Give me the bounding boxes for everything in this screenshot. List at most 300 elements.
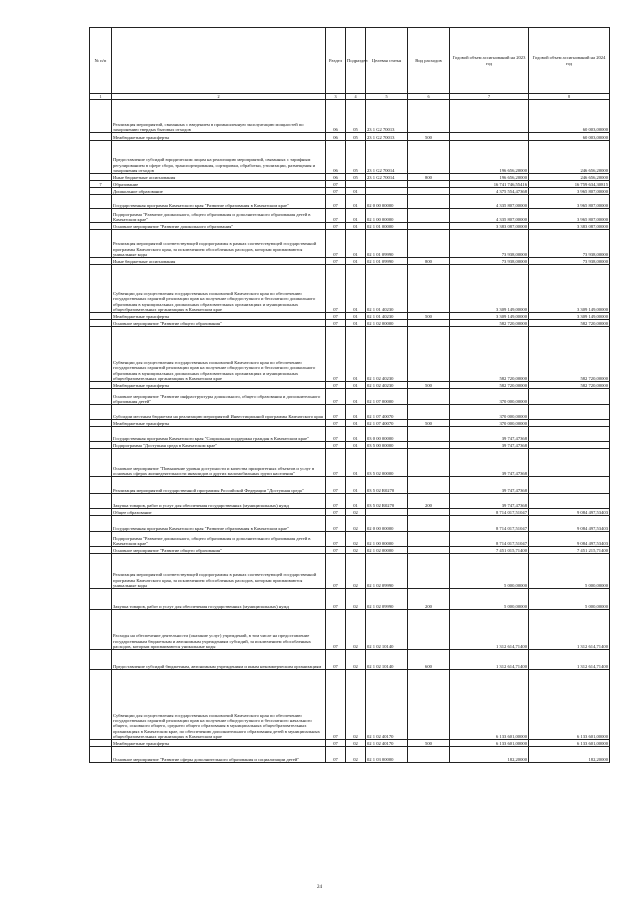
row-amount-2023: 370 000,00000 (450, 405, 529, 420)
row-vid (408, 610, 450, 650)
row-amount-2023: 39 747,47368 (450, 442, 529, 449)
table-row (90, 174, 610, 181)
page-number: 24 (317, 885, 322, 890)
row-target: 02 1 03 00000 (366, 747, 408, 763)
row-amount-2024: 73 938,00000 (529, 258, 610, 265)
row-razdel: 07 (326, 181, 346, 188)
row-amount-2024: 16 759 634,30815 (529, 181, 610, 188)
row-amount-2024 (529, 494, 610, 509)
row-amount-2024: 9 084 497,53403 (529, 532, 610, 547)
table-row (90, 554, 610, 589)
row-target: 02 1 02 40230 (366, 382, 408, 389)
row-razdel: 07 (326, 320, 346, 327)
row-amount-2024: 3 965 807,00000 (529, 195, 610, 209)
row-razdel: 07 (326, 442, 346, 449)
row-razdel: 07 (326, 554, 346, 589)
row-razdel: 07 (326, 427, 346, 442)
row-vid: 800 (408, 174, 450, 181)
row-vid (408, 747, 450, 763)
row-vid (408, 532, 450, 547)
row-amount-2024: 6 133 601,00000 (529, 670, 610, 740)
header-razdel: Раздел (326, 28, 346, 94)
row-number (90, 230, 112, 258)
row-vid (408, 554, 450, 589)
row-number (90, 141, 112, 174)
row-amount-2023: 3 309 149,00000 (450, 313, 529, 320)
row-podrazdel: 01 (346, 230, 366, 258)
header-num: № п/п (90, 28, 112, 94)
row-podrazdel: 02 (346, 589, 366, 610)
row-name: Межбюджетные трансферты (112, 740, 326, 747)
table-row (90, 547, 610, 554)
row-podrazdel: 02 (346, 670, 366, 740)
row-podrazdel: 02 (346, 532, 366, 547)
row-vid (408, 670, 450, 740)
row-number (90, 494, 112, 509)
header-2024: Годовой объем ассигнований на 2024 год (529, 28, 610, 94)
row-vid (408, 442, 450, 449)
row-vid (408, 509, 450, 516)
row-number (90, 547, 112, 554)
row-podrazdel: 01 (346, 195, 366, 209)
row-number (90, 389, 112, 405)
row-podrazdel: 05 (346, 133, 366, 141)
row-target: 23 1 G2 70014 (366, 141, 408, 174)
row-razdel: 07 (326, 610, 346, 650)
row-podrazdel: 01 (346, 188, 366, 195)
row-podrazdel: 01 (346, 223, 366, 230)
row-name: Межбюджетные трансферты (112, 133, 326, 141)
table-row (90, 747, 610, 763)
row-amount-2023: 582 720,00000 (450, 382, 529, 389)
table-row (90, 258, 610, 265)
row-razdel: 07 (326, 740, 346, 747)
row-vid (408, 477, 450, 494)
row-podrazdel: 01 (346, 442, 366, 449)
table-row (90, 230, 610, 258)
row-amount-2023: 370 000,00000 (450, 389, 529, 405)
row-name: Основное мероприятие "Развитие дошкольного образования" (112, 223, 326, 230)
row-name: Подпрограмма "Доступная среда в Камчатском крае" (112, 442, 326, 449)
row-vid (408, 405, 450, 420)
row-amount-2024 (529, 389, 610, 405)
row-amount-2023: 8 714 017,51047 (450, 532, 529, 547)
row-amount-2023: 39 747,47368 (450, 427, 529, 442)
row-amount-2024: 73 938,00000 (529, 230, 610, 258)
row-amount-2023: 39 747,47368 (450, 477, 529, 494)
table-row (90, 100, 610, 133)
row-name: Основное мероприятие "Развитие сферы дополнительного образования и социализации детей" (112, 747, 326, 763)
row-razdel: 07 (326, 327, 346, 382)
row-podrazdel: 01 (346, 427, 366, 442)
row-vid (408, 516, 450, 532)
table-row (90, 740, 610, 747)
row-podrazdel: 02 (346, 650, 366, 670)
table-row (90, 188, 610, 195)
row-number (90, 188, 112, 195)
row-number: 7 (90, 181, 112, 188)
row-amount-2024: 182,20000 (529, 747, 610, 763)
table-row (90, 670, 610, 740)
row-amount-2023: 73 938,00000 (450, 230, 529, 258)
table-row (90, 610, 610, 650)
row-target: 03 0 00 00000 (366, 427, 408, 442)
table-row (90, 650, 610, 670)
row-podrazdel: 01 (346, 477, 366, 494)
row-vid (408, 100, 450, 133)
row-number (90, 258, 112, 265)
header-name (112, 28, 326, 94)
row-amount-2023: 370 000,00000 (450, 420, 529, 427)
row-razdel: 07 (326, 223, 346, 230)
column-number: 1 (90, 94, 112, 100)
row-podrazdel: 01 (346, 389, 366, 405)
row-number (90, 554, 112, 589)
row-vid (408, 230, 450, 258)
table-row (90, 181, 610, 188)
row-amount-2023: 8 714 017,51047 (450, 509, 529, 516)
row-number (90, 405, 112, 420)
row-number (90, 610, 112, 650)
row-podrazdel: 01 (346, 382, 366, 389)
row-vid (408, 449, 450, 477)
row-razdel: 07 (326, 258, 346, 265)
row-number (90, 747, 112, 763)
row-razdel: 07 (326, 650, 346, 670)
row-name: Субвенции для осуществления государственных полномочий Камчатского края по обеспечению государственных гарантий реализации прав на получение общедоступного и бесплатного начального общего, основного общего, среднего общего образования в муниципальных общеобразовательных организациях в Камчатском крае, по обеспечению дополнительного образования детей в муниципальных общеобразовательных организациях в Камчатском крае (112, 670, 326, 740)
row-amount-2024: 5 000,00000 (529, 589, 610, 610)
row-target: 02 1 02 10140 (366, 610, 408, 650)
row-name: Субвенции для осуществления государственных полномочий Камчатского края по обеспечению государственных гарантий реализации прав на получение общедоступного и бесплатного дошкольного образования в муниципальных дошкольных образовательных организациях и муниципальных общеобразовательных организациях в Камчатском крае (112, 265, 326, 313)
row-number (90, 516, 112, 532)
table-row (90, 382, 610, 389)
row-target: 02 1 01 00000 (366, 223, 408, 230)
row-amount-2023: 7 451 015,71400 (450, 547, 529, 554)
row-razdel: 07 (326, 547, 346, 554)
row-vid (408, 223, 450, 230)
row-amount-2024 (529, 405, 610, 420)
row-name: Дошкольное образование (112, 188, 326, 195)
row-name: Основное мероприятие "Развитие общего образования" (112, 547, 326, 554)
row-amount-2023: 4 375 554,47368 (450, 188, 529, 195)
row-amount-2023: 196 656,20000 (450, 174, 529, 181)
row-vid (408, 320, 450, 327)
table-row (90, 320, 610, 327)
row-amount-2024: 246 656,20000 (529, 174, 610, 181)
table-header-row (90, 28, 610, 94)
column-number: 5 (366, 94, 408, 100)
row-amount-2024: 9 084 497,53403 (529, 516, 610, 532)
row-name: Межбюджетные трансферты (112, 313, 326, 320)
row-vid (408, 327, 450, 382)
row-name: Государственная программа Камчатского края "Социальная поддержка граждан в Камчатском крае" (112, 427, 326, 442)
row-target: 02 1 02 40230 (366, 327, 408, 382)
row-name: Субвенции для осуществления государственных полномочий Камчатского края по обеспечению государственных гарантий реализации прав на получение общедоступного и бесплатного дошкольного образования в муниципальных дошкольных образовательных организациях и муниципальных общеобразовательных организациях в Камчатском крае (112, 327, 326, 382)
row-target: 02 1 02 40170 (366, 670, 408, 740)
row-amount-2023: 6 133 601,00000 (450, 740, 529, 747)
row-vid (408, 195, 450, 209)
row-amount-2023: 1 312 614,71400 (450, 650, 529, 670)
budget-table (89, 27, 610, 763)
row-amount-2024 (529, 420, 610, 427)
table-row (90, 516, 610, 532)
row-number (90, 209, 112, 223)
row-amount-2024: 1 312 614,71400 (529, 610, 610, 650)
row-number (90, 427, 112, 442)
row-razdel: 07 (326, 265, 346, 313)
column-number: 8 (529, 94, 610, 100)
row-podrazdel: 02 (346, 509, 366, 516)
row-amount-2023: 5 000,00000 (450, 554, 529, 589)
row-amount-2024: 3 309 149,00000 (529, 265, 610, 313)
row-podrazdel: 01 (346, 313, 366, 320)
row-target: 02 1 00 00000 (366, 209, 408, 223)
row-amount-2024: 7 451 215,71400 (529, 547, 610, 554)
row-target: 02 1 07 40070 (366, 405, 408, 420)
row-podrazdel: 05 (346, 141, 366, 174)
row-podrazdel: 01 (346, 405, 366, 420)
row-podrazdel: 01 (346, 327, 366, 382)
table-row (90, 494, 610, 509)
row-number (90, 327, 112, 382)
row-name: Государственная программа Камчатского края "Развитие образования в Камчатском крае" (112, 195, 326, 209)
header-2023: Годовой объем ассигнований на 2023 год (450, 28, 529, 94)
column-number: 2 (112, 94, 326, 100)
column-number: 4 (346, 94, 366, 100)
row-razdel: 07 (326, 313, 346, 320)
row-target: 02 1 02 40170 (366, 740, 408, 747)
row-number (90, 670, 112, 740)
table-row (90, 442, 610, 449)
row-razdel: 07 (326, 230, 346, 258)
row-podrazdel: 01 (346, 494, 366, 509)
row-number (90, 265, 112, 313)
row-amount-2024: 9 084 497,53403 (529, 509, 610, 516)
row-number (90, 313, 112, 320)
header-podrazdel: Подраздел (346, 28, 366, 94)
row-name: Иные бюджетные ассигнования (112, 258, 326, 265)
row-amount-2023: 582 720,00000 (450, 320, 529, 327)
row-target: 02 1 07 40070 (366, 420, 408, 427)
row-amount-2023: 73 938,00000 (450, 258, 529, 265)
table-row (90, 223, 610, 230)
row-razdel: 07 (326, 494, 346, 509)
row-podrazdel: 01 (346, 449, 366, 477)
table-body (90, 100, 610, 763)
row-name: Реализация мероприятий соответствующей подпрограммы в рамках соответствующей государственной программы Камчатского края, за исключением обособленных расходов, которым присваиваются уникальные коды (112, 554, 326, 589)
row-amount-2024: 3 965 807,00000 (529, 209, 610, 223)
row-amount-2024: 582 720,00000 (529, 320, 610, 327)
row-name: Государственная программа Камчатского края "Развитие образования в Камчатском крае" (112, 516, 326, 532)
row-razdel: 07 (326, 449, 346, 477)
row-razdel: 07 (326, 477, 346, 494)
row-amount-2023: 582 720,00000 (450, 327, 529, 382)
row-vid: 500 (408, 133, 450, 141)
row-amount-2024 (529, 477, 610, 494)
row-razdel: 07 (326, 188, 346, 195)
row-amount-2023: 5 000,00000 (450, 589, 529, 610)
row-number (90, 320, 112, 327)
row-name: Основное мероприятие "Развитие общего образования" (112, 320, 326, 327)
row-amount-2024: 3 383 087,00000 (529, 223, 610, 230)
header-vid: Вид расходов (408, 28, 450, 94)
row-podrazdel: 02 (346, 554, 366, 589)
row-target: 03 5 02 R0270 (366, 494, 408, 509)
row-amount-2024: 3 965 807,00000 (529, 188, 610, 195)
row-podrazdel: 02 (346, 747, 366, 763)
row-amount-2023 (450, 133, 529, 141)
row-number (90, 477, 112, 494)
row-name: Закупка товаров, работ и услуг для обеспечения государственных (муниципальных) нужд (112, 589, 326, 610)
table-row (90, 477, 610, 494)
row-amount-2023 (450, 100, 529, 133)
row-amount-2023: 39 747,47368 (450, 494, 529, 509)
row-amount-2023: 3 309 149,00000 (450, 265, 529, 313)
row-number (90, 100, 112, 133)
row-vid: 500 (408, 382, 450, 389)
row-name: Подпрограмма "Развитие дошкольного, общего образования и дополнительного образования детей в Камчатском крае" (112, 209, 326, 223)
row-target: 03 5 00 00000 (366, 442, 408, 449)
row-razdel: 06 (326, 141, 346, 174)
row-vid: 500 (408, 420, 450, 427)
row-name: Предоставление субсидий бюджетным, автономным учреждениям и иным некоммерческим организациям (112, 650, 326, 670)
row-number (90, 223, 112, 230)
row-vid: 200 (408, 494, 450, 509)
row-razdel: 07 (326, 532, 346, 547)
table-row (90, 449, 610, 477)
row-number (90, 740, 112, 747)
row-razdel: 07 (326, 589, 346, 610)
row-vid (408, 209, 450, 223)
row-name: Межбюджетные трансферты (112, 382, 326, 389)
row-amount-2024: 582 720,00000 (529, 327, 610, 382)
row-number (90, 589, 112, 610)
row-amount-2024: 60 003,00000 (529, 133, 610, 141)
row-target: 02 1 01 40230 (366, 265, 408, 313)
row-vid: 500 (408, 313, 450, 320)
row-podrazdel: 05 (346, 100, 366, 133)
row-number (90, 442, 112, 449)
row-vid: 600 (408, 650, 450, 670)
row-name: Основное мероприятие "Повышение уровня доступности и качества приоритетных объектов и услуг в основных сферах жизнедеятельности инвалидов и других маломобильных групп населения" (112, 449, 326, 477)
table-row (90, 327, 610, 382)
row-number (90, 650, 112, 670)
row-name: Субсидии местным бюджетам на реализацию мероприятий Инвестиционной программы Камчатского края (112, 405, 326, 420)
table-row (90, 389, 610, 405)
table-row (90, 532, 610, 547)
row-name: Реализация мероприятий, связанных с введением в промышленную эксплуатацию мощностей по захоронению твердых бытовых отходов (112, 100, 326, 133)
row-amount-2023: 16 741 746,55416 (450, 181, 529, 188)
row-vid: 500 (408, 740, 450, 747)
row-podrazdel: 01 (346, 320, 366, 327)
row-number (90, 382, 112, 389)
row-target: 02 1 01 09990 (366, 230, 408, 258)
row-target: 02 1 01 40230 (366, 313, 408, 320)
row-target: 02 0 00 00000 (366, 516, 408, 532)
row-amount-2024: 60 003,00000 (529, 100, 610, 133)
row-vid (408, 389, 450, 405)
row-razdel: 07 (326, 405, 346, 420)
row-amount-2024: 3 309 149,00000 (529, 313, 610, 320)
row-name: Предоставление субсидий юридическим лицам на реализацию мероприятий, связанных с тарифным регулированием в сфере сбора, транспортирования, сортировки, обработки, утилизации, размещения и захоронения отходов (112, 141, 326, 174)
row-amount-2023: 1 312 614,71400 (450, 610, 529, 650)
row-razdel: 07 (326, 747, 346, 763)
row-target (366, 181, 408, 188)
row-amount-2024 (529, 442, 610, 449)
row-target: 23 1 G2 70013 (366, 133, 408, 141)
row-podrazdel: 02 (346, 547, 366, 554)
row-podrazdel: 05 (346, 174, 366, 181)
row-target: 02 1 07 00000 (366, 389, 408, 405)
row-target: 02 1 02 10140 (366, 650, 408, 670)
table-row (90, 405, 610, 420)
row-razdel: 06 (326, 174, 346, 181)
row-amount-2024: 582 720,00000 (529, 382, 610, 389)
row-razdel: 07 (326, 382, 346, 389)
row-amount-2024: 5 000,00000 (529, 554, 610, 589)
row-razdel: 07 (326, 209, 346, 223)
row-amount-2023: 4 335 807,00000 (450, 195, 529, 209)
table-row (90, 509, 610, 516)
row-name: Общее образование (112, 509, 326, 516)
row-podrazdel: 02 (346, 516, 366, 532)
row-number (90, 509, 112, 516)
row-name: Образование (112, 181, 326, 188)
row-target: 03 5 02 R0270 (366, 477, 408, 494)
row-vid (408, 141, 450, 174)
row-amount-2024: 1 312 614,71400 (529, 650, 610, 670)
row-podrazdel: 02 (346, 610, 366, 650)
row-podrazdel (346, 181, 366, 188)
table-row (90, 589, 610, 610)
row-name: Иные бюджетные ассигнования (112, 174, 326, 181)
row-razdel: 06 (326, 100, 346, 133)
row-target: 23 1 G2 70014 (366, 174, 408, 181)
header-target: Целевая статья (366, 28, 408, 94)
row-podrazdel: 02 (346, 740, 366, 747)
row-number (90, 133, 112, 141)
row-target: 02 1 02 09990 (366, 554, 408, 589)
table-row (90, 133, 610, 141)
row-number (90, 420, 112, 427)
row-name: Реализация мероприятий государственной программы Российской Федерации "Доступная среда" (112, 477, 326, 494)
row-amount-2023: 3 383 087,00000 (450, 223, 529, 230)
row-name: Закупка товаров, работ и услуг для обеспечения государственных (муниципальных) нужд (112, 494, 326, 509)
row-amount-2023: 39 747,47368 (450, 449, 529, 477)
row-vid (408, 181, 450, 188)
row-razdel: 07 (326, 420, 346, 427)
table-row (90, 427, 610, 442)
row-name: Реализация мероприятий соответствующей подпрограммы в рамках соответствующей государственной программы Камчатского края, за исключением обособленных расходов, которым присваиваются уникальные коды (112, 230, 326, 258)
row-target: 02 1 00 00000 (366, 532, 408, 547)
row-number (90, 449, 112, 477)
row-razdel: 06 (326, 133, 346, 141)
table-row (90, 265, 610, 313)
row-podrazdel: 01 (346, 258, 366, 265)
row-vid (408, 547, 450, 554)
row-vid: 800 (408, 258, 450, 265)
row-podrazdel: 01 (346, 265, 366, 313)
row-number (90, 532, 112, 547)
row-target: 02 1 02 00000 (366, 320, 408, 327)
row-number (90, 195, 112, 209)
row-amount-2023: 196 656,20000 (450, 141, 529, 174)
table-row (90, 313, 610, 320)
row-vid (408, 265, 450, 313)
row-target: 02 0 00 00000 (366, 195, 408, 209)
row-podrazdel: 01 (346, 420, 366, 427)
table-row (90, 141, 610, 174)
